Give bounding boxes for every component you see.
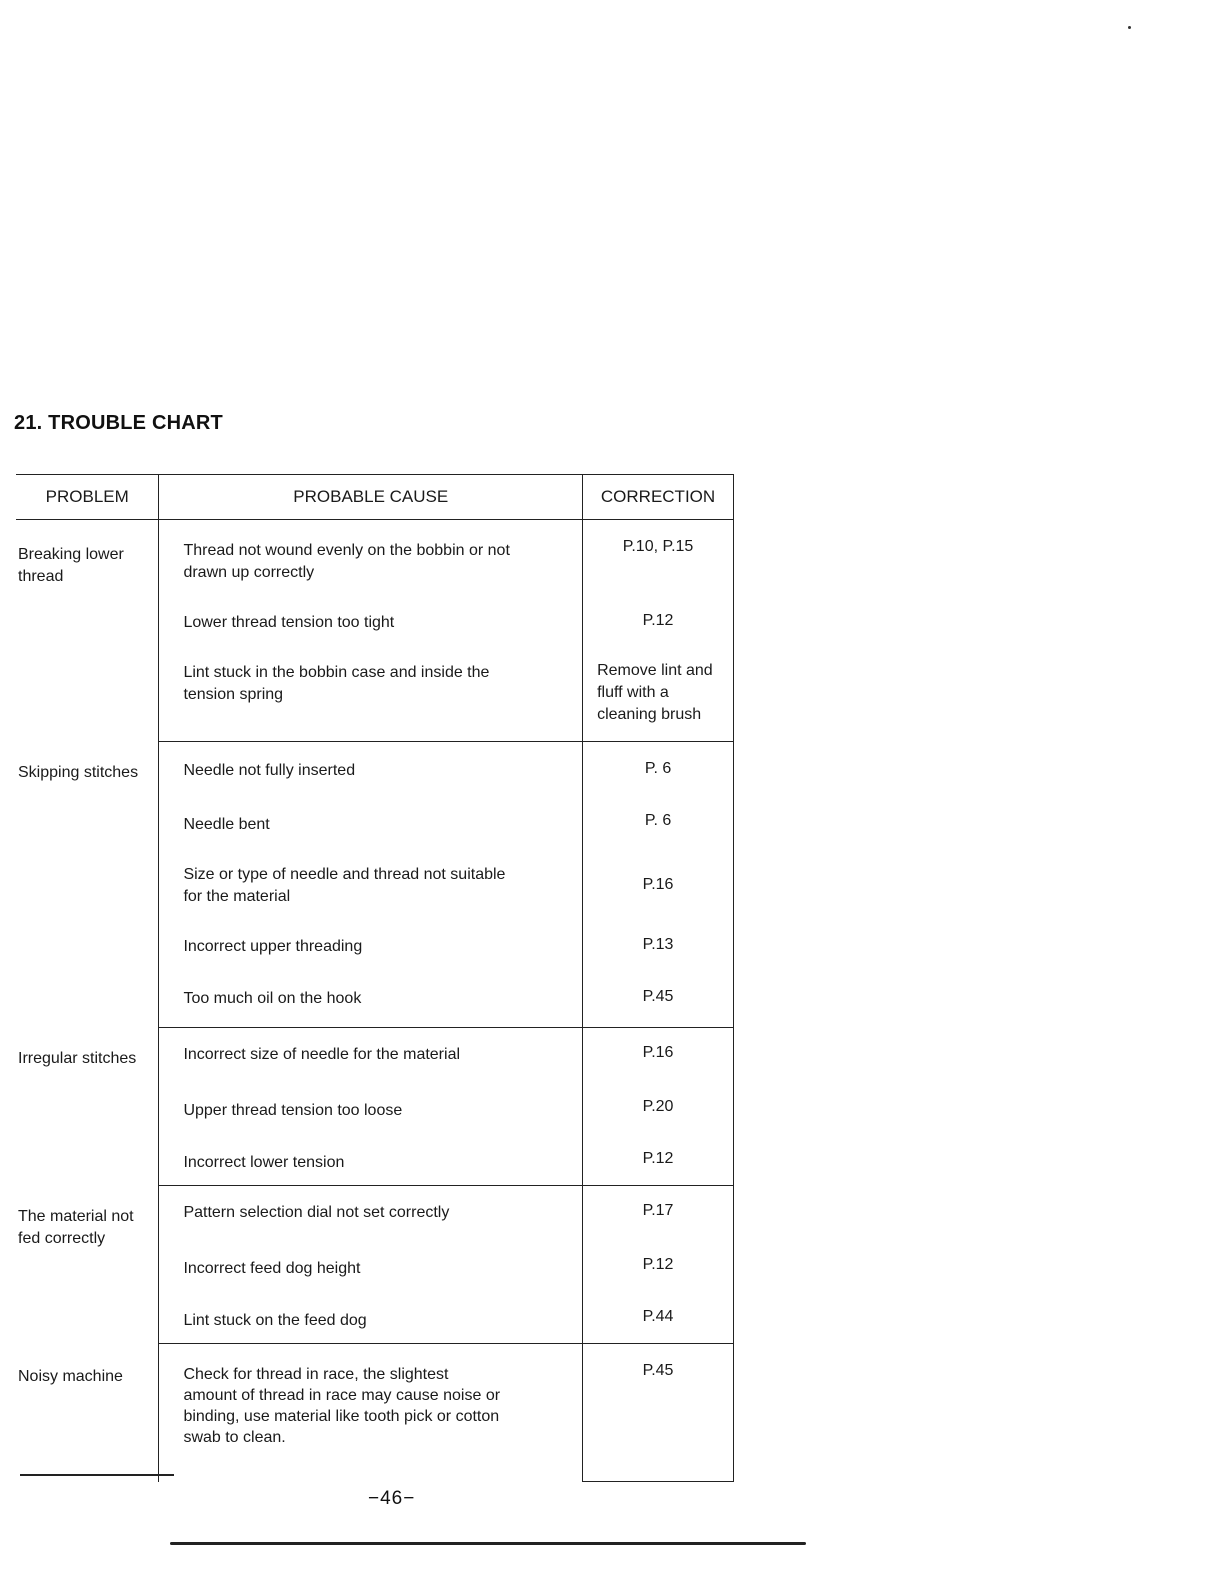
table-row: [16, 1344, 734, 1482]
correction-text: P.12: [642, 1255, 674, 1273]
cause-cell: [159, 1290, 583, 1344]
correction-text: P.10, P.15: [622, 538, 694, 555]
correction-cell: [583, 1238, 734, 1290]
header-problem: PROBLEM: [16, 475, 159, 520]
cause-cell: [159, 640, 583, 742]
cause-text: Pattern selection dial not set correctly: [183, 1204, 450, 1221]
correction-text: P.17: [642, 1202, 674, 1219]
trouble-chart-table: [16, 474, 734, 1482]
problem-cell: Irregular stitches: [18, 1049, 137, 1067]
correction-cell: [583, 844, 734, 920]
cause-cell: [159, 794, 583, 844]
correction-text: P.20: [642, 1097, 674, 1115]
table-bottom-rule: [20, 1474, 174, 1476]
correction-cell: [583, 586, 734, 640]
cause-text: Size or type of needle and thread not suitable for the material: [183, 865, 506, 905]
correction-cell: [583, 1080, 734, 1132]
correction-cell: [583, 1028, 734, 1080]
table-row: [16, 1186, 734, 1238]
header-probable-cause: PROBABLE CAUSE: [159, 475, 583, 520]
cause-text: Incorrect feed dog height: [183, 1259, 361, 1277]
page-title: 21. TROUBLE CHART: [14, 412, 223, 434]
page-number: −46−: [368, 1488, 416, 1509]
correction-text: P.45: [642, 987, 674, 1005]
problem-cell: Skipping stitches: [18, 763, 139, 781]
correction-cell: [583, 920, 734, 972]
scan-speck: [1128, 26, 1131, 29]
cause-text: Needle not fully inserted: [183, 762, 356, 779]
cause-text: Lint stuck in the bobbin case and inside the tension spring: [183, 663, 490, 703]
header-correction: CORRECTION: [583, 475, 734, 520]
footer-rule: [170, 1542, 806, 1545]
correction-cell: [583, 1290, 734, 1344]
cause-cell: [159, 1132, 583, 1186]
correction-text: P.16: [642, 875, 674, 893]
cause-text: Lower thread tension too tight: [183, 613, 395, 631]
problem-cell: Breaking lower thread: [18, 546, 124, 585]
cause-text: Thread not wound evenly on the bobbin or not drawn up correctly: [183, 542, 510, 581]
problem-cell: Noisy machine: [18, 1367, 123, 1385]
cause-text: Needle bent: [183, 815, 270, 833]
cause-cell: [159, 1344, 583, 1482]
correction-cell: [583, 640, 734, 742]
cause-cell: [159, 972, 583, 1028]
correction-text: P.44: [642, 1307, 674, 1325]
correction-cell: [583, 794, 734, 844]
correction-text: P.13: [642, 935, 674, 953]
cause-text: Incorrect upper threading: [183, 937, 363, 955]
cause-cell: [159, 1080, 583, 1132]
correction-cell: [583, 1132, 734, 1186]
cause-cell: [159, 920, 583, 972]
cause-cell: [159, 1028, 583, 1080]
table-row: [16, 742, 734, 794]
cause-cell: [159, 520, 583, 586]
cause-text: Incorrect lower tension: [183, 1153, 345, 1171]
correction-text: P.12: [642, 1149, 674, 1167]
cause-cell: [159, 586, 583, 640]
cause-cell: [159, 742, 583, 794]
problem-cell: The material not fed correctly: [18, 1207, 134, 1247]
correction-text: P.45: [642, 1362, 674, 1379]
correction-text: P.16: [642, 1044, 674, 1061]
correction-text: Remove lint and fluff with a cleaning brush: [597, 661, 713, 723]
cause-text: Too much oil on the hook: [183, 989, 362, 1007]
cause-cell: [159, 1238, 583, 1290]
cause-text: Upper thread tension too loose: [183, 1101, 403, 1119]
table-row: [16, 1028, 734, 1080]
table-header-row: [16, 475, 734, 520]
cause-text: Lint stuck on the feed dog: [183, 1311, 367, 1329]
cause-text: Incorrect size of needle for the material: [183, 1046, 461, 1063]
correction-cell: [583, 1186, 734, 1238]
correction-text: P.12: [642, 611, 674, 629]
correction-cell: [583, 520, 734, 586]
correction-text: P. 6: [644, 811, 672, 829]
cause-text: Check for thread in race, the slightest amount of thread in race may cause noise or binding, use material like tooth pick or cotton swab to clean.: [183, 1366, 501, 1446]
correction-cell: [583, 972, 734, 1028]
correction-cell: [583, 1344, 734, 1482]
correction-cell: [583, 742, 734, 794]
correction-text: P. 6: [644, 760, 672, 777]
cause-cell: [159, 844, 583, 920]
cause-cell: [159, 1186, 583, 1238]
table-row: [16, 520, 734, 586]
